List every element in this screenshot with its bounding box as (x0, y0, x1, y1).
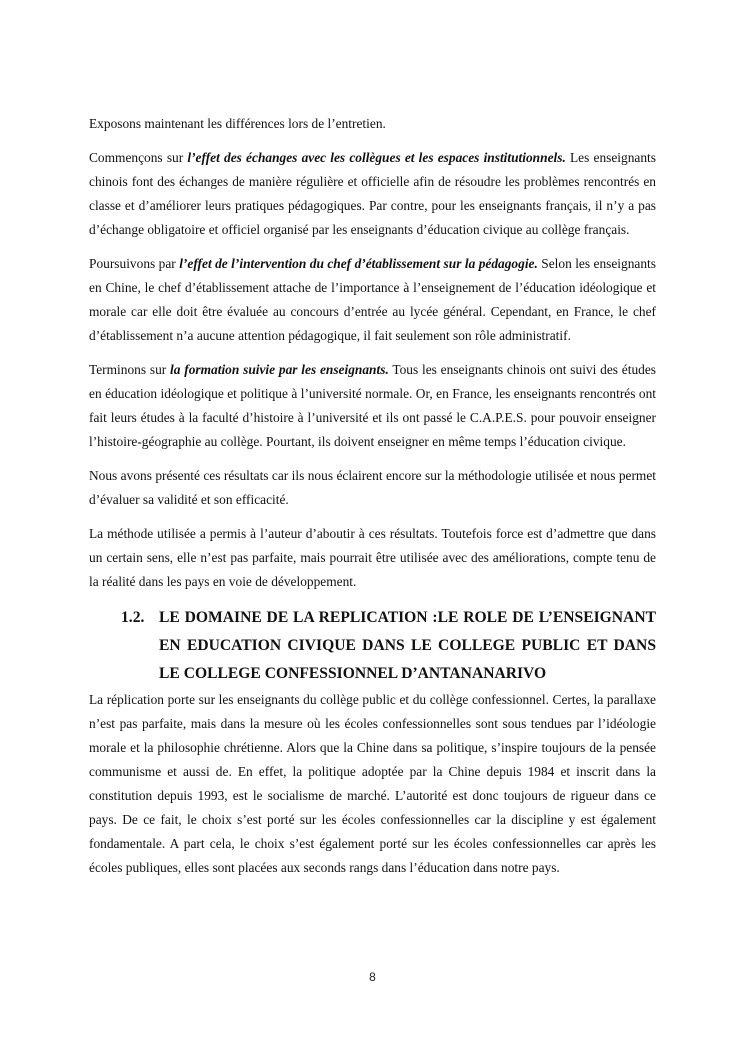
paragraph-lead: Commençons sur (89, 150, 188, 165)
paragraph-lead: Terminons sur (89, 362, 171, 377)
section-number: 1.2. (121, 609, 145, 626)
paragraph-body: Les enseignants chinois font des échanges de manière régulière et officielle afin de résoudre les problèmes rencontrés en classe et d’améliorer leurs pratiques pédagogiques. Par contre, pour les enseignants français, il n’y a pas d’échange obligatoire et officiel organisé par les enseignants d’éducation civique au collège français. (89, 150, 656, 237)
page-number: 8 (369, 970, 376, 984)
document-page (89, 112, 656, 880)
emphasis-text: l’effet de l’intervention du chef d’établissement sur la pédagogie. (179, 256, 538, 271)
paragraph-chef-etablissement (89, 252, 656, 348)
paragraph-body: Selon les enseignants en Chine, le chef d’établissement attache de l’importance à l’enseignement de l’éducation idéologique et morale car elle doit être évaluée au concours d’entrée au lycée général. Cependant, en France, le chef d’établissement n’a aucune attention pédagogique, il fait seulement son rôle administratif. (89, 256, 656, 343)
intro-paragraph: Exposons maintenant les différences lors de l’entretien. (89, 116, 386, 131)
emphasis-text: la formation suivie par les enseignants. (170, 362, 389, 377)
paragraph-formation (89, 358, 656, 454)
section-heading (89, 604, 656, 688)
paragraph-methode: La méthode utilisée a permis à l’auteur d’aboutir à ces résultats. Toutefois force est d’admettre que dans un certain sens, elle n’est pas parfaite, mais pourrait être utilisée avec des améliorations, compte tenu de la réalité dans les pays en voie de développement. (89, 526, 656, 589)
paragraph-resultats: Nous avons présenté ces résultats car ils nous éclairent encore sur la méthodologie utilisée et nous permet d’évaluer sa validité et son efficacité. (89, 468, 656, 507)
paragraph-body: Tous les enseignants chinois ont suivi des études en éducation idéologique et politique à l’université normale. Or, en France, les enseignants rencontrés ont fait leurs études à la faculté d’histoire à l’université et ils ont passé le C.A.P.E.S. pour pouvoir enseigner l’histoire-géographie au collège. Pourtant, ils doivent enseigner en même temps l’éducation civique. (89, 362, 656, 449)
paragraph-echanges (89, 146, 656, 242)
paragraph-replication: La réplication porte sur les enseignants du collège public et du collège confessionnel. Certes, la parallaxe n’est pas parfaite, mais dans la mesure où les écoles confessionnelles sont sous tendues par l’idéologie morale et la philosophie chrétienne. Alors que la Chine dans sa politique, s’inspire toujours de la pensée communisme et aussi de. En effet, la politique adoptée par la Chine depuis 1984 et inscrit dans la constitution depuis 1993, est le socialisme de marché. L’autorité est donc toujours de rigueur dans ce pays. De ce fait, le choix s’est porté sur les écoles confessionnelles car la discipline y est également fondamentale. A part cela, le choix s’est également porté sur les écoles confessionnelles car après les écoles publiques, elles sont placées aux seconds rangs dans l’éducation dans notre pays. (89, 692, 656, 875)
paragraph-lead: Poursuivons par (89, 256, 180, 271)
section-title: LE DOMAINE DE LA REPLICATION :LE ROLE DE L’ENSEIGNANT EN EDUCATION CIVIQUE DANS LE COLLEGE PUBLIC ET DANS LE COLLEGE CONFESSIONNEL D’ANTANANARIVO (159, 609, 656, 682)
emphasis-text: l’effet des échanges avec les collègues et les espaces institutionnels. (187, 150, 566, 165)
